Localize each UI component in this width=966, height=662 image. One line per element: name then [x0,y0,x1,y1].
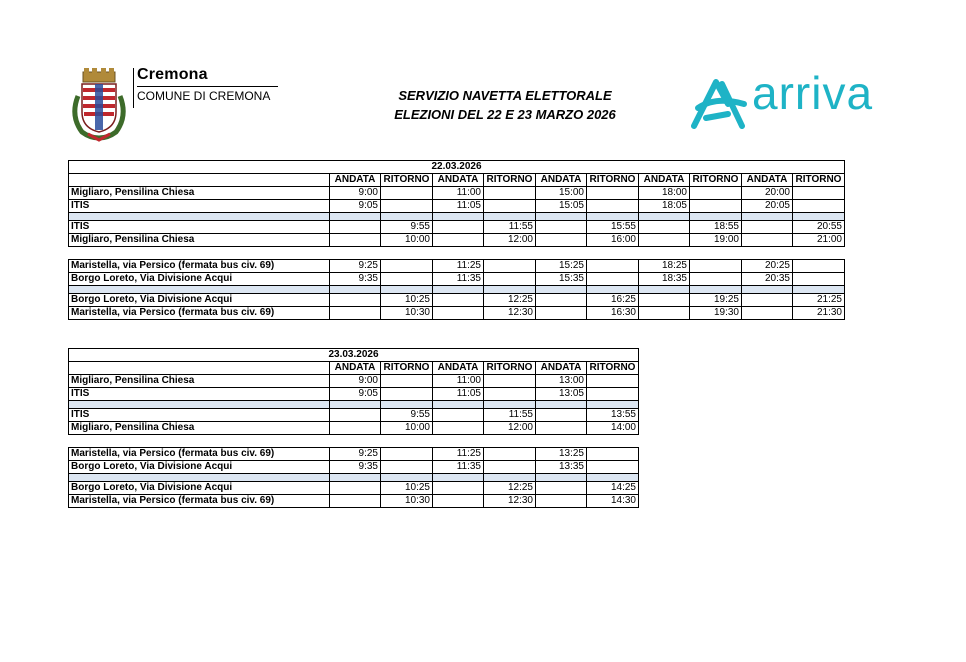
separator-cell [639,286,690,294]
time-cell: 9:55 [381,221,433,234]
time-cell: 20:00 [742,187,793,200]
time-cell: 12:00 [484,422,536,435]
separator-cell [69,286,330,294]
time-cell [484,273,536,286]
separator-cell [330,213,381,221]
separator-cell [536,213,587,221]
table-row [69,461,639,474]
time-cell: 12:00 [484,234,536,247]
time-cell: 10:00 [381,422,433,435]
separator-cell [793,286,845,294]
separator-cell [433,474,484,482]
time-cell [433,307,484,320]
time-cell [793,260,845,273]
group-gap [69,435,639,448]
table-row [69,495,639,508]
time-cell [639,294,690,307]
brand-underline [137,86,278,87]
schedule-table [68,160,845,320]
time-cell [330,294,381,307]
time-cell [536,307,587,320]
stop-name: ITIS [69,200,330,213]
time-cell [433,409,484,422]
time-cell [433,495,484,508]
time-cell: 9:35 [330,461,381,474]
time-cell [793,187,845,200]
table-row [69,307,845,320]
time-cell: 15:00 [536,187,587,200]
date-header-row [69,349,639,362]
time-cell: 21:25 [793,294,845,307]
time-cell: 18:35 [639,273,690,286]
time-cell [587,375,639,388]
time-cell: 13:25 [536,448,587,461]
time-cell [330,409,381,422]
column-header-blank [69,174,330,187]
table-row [69,187,845,200]
time-cell [587,461,639,474]
time-cell [536,495,587,508]
time-cell [381,187,433,200]
time-cell: 11:55 [484,409,536,422]
brand-subtitle: COMUNE DI CREMONA [137,89,271,103]
time-cell: 9:00 [330,187,381,200]
time-cell: 19:25 [690,294,742,307]
separator-row [69,213,845,221]
time-cell [690,200,742,213]
time-cell [536,482,587,495]
separator-cell [536,401,587,409]
separator-cell [381,286,433,294]
time-cell [690,273,742,286]
brand-name: Cremona [137,66,208,83]
time-cell [330,482,381,495]
column-header-ritorno: RITORNO [587,362,639,375]
time-cell: 11:25 [433,260,484,273]
time-cell: 9:05 [330,200,381,213]
date-header-row [69,161,845,174]
time-cell [742,221,793,234]
table-row [69,234,845,247]
separator-cell [742,286,793,294]
time-cell: 9:55 [381,409,433,422]
time-cell: 10:30 [381,495,433,508]
separator-cell [639,213,690,221]
time-cell: 12:25 [484,294,536,307]
time-cell: 18:05 [639,200,690,213]
time-cell: 11:00 [433,187,484,200]
time-cell [381,448,433,461]
column-header-andata: ANDATA [639,174,690,187]
separator-cell [69,401,330,409]
date-header: 23.03.2026 [69,349,639,362]
column-header-row [69,362,639,375]
time-cell [381,200,433,213]
separator-cell [433,286,484,294]
stop-name: Migliaro, Pensilina Chiesa [69,422,330,435]
time-cell: 21:00 [793,234,845,247]
time-cell: 15:05 [536,200,587,213]
table-row [69,260,845,273]
column-header-ritorno: RITORNO [484,362,536,375]
time-cell: 20:05 [742,200,793,213]
time-cell [484,187,536,200]
date-header: 22.03.2026 [69,161,845,174]
column-header-ritorno: RITORNO [793,174,845,187]
brand-divider [133,68,134,108]
time-cell [484,260,536,273]
time-cell: 16:00 [587,234,639,247]
time-cell [330,495,381,508]
table-row [69,448,639,461]
time-cell [381,375,433,388]
separator-cell [69,213,330,221]
separator-cell [484,474,536,482]
time-cell: 10:00 [381,234,433,247]
time-cell: 19:00 [690,234,742,247]
schedule-22-03 [68,160,845,320]
column-header-row [69,174,845,187]
time-cell: 11:00 [433,375,484,388]
time-cell: 18:55 [690,221,742,234]
table-row [69,409,639,422]
time-cell: 15:55 [587,221,639,234]
stop-name: Maristella, via Persico (fermata bus civ. 69) [69,307,330,320]
separator-cell [587,401,639,409]
time-cell: 15:25 [536,260,587,273]
table-row [69,388,639,401]
time-cell [587,388,639,401]
separator-cell [536,286,587,294]
table-row [69,221,845,234]
time-cell [433,294,484,307]
stop-name: Borgo Loreto, Via Divisione Acqui [69,273,330,286]
time-cell [433,482,484,495]
stop-name: Maristella, via Persico (fermata bus civ. 69) [69,495,330,508]
stop-name: Migliaro, Pensilina Chiesa [69,375,330,388]
separator-cell [690,213,742,221]
time-cell [587,200,639,213]
time-cell: 14:00 [587,422,639,435]
separator-cell [330,286,381,294]
time-cell: 10:25 [381,294,433,307]
column-header-ritorno: RITORNO [690,174,742,187]
stop-name: Borgo Loreto, Via Divisione Acqui [69,482,330,495]
time-cell [536,221,587,234]
time-cell [639,221,690,234]
time-cell: 9:25 [330,448,381,461]
time-cell [330,234,381,247]
column-header-ritorno: RITORNO [587,174,639,187]
table-row [69,294,845,307]
separator-cell [587,474,639,482]
column-header-andata: ANDATA [536,174,587,187]
separator-cell [433,213,484,221]
time-cell: 14:25 [587,482,639,495]
separator-cell [381,213,433,221]
time-cell: 21:30 [793,307,845,320]
time-cell: 15:35 [536,273,587,286]
time-cell [484,200,536,213]
stop-name: ITIS [69,221,330,234]
time-cell: 13:35 [536,461,587,474]
title-line-2: ELEZIONI DEL 22 E 23 MARZO 2026 [394,107,616,122]
column-header-ritorno: RITORNO [381,174,433,187]
time-cell [484,388,536,401]
column-header-ritorno: RITORNO [381,362,433,375]
time-cell [639,234,690,247]
stop-name: Borgo Loreto, Via Divisione Acqui [69,461,330,474]
title-line-1: SERVIZIO NAVETTA ELETTORALE [398,88,612,103]
time-cell: 18:00 [639,187,690,200]
column-header-blank [69,362,330,375]
time-cell: 9:25 [330,260,381,273]
separator-cell [484,401,536,409]
time-cell: 11:55 [484,221,536,234]
time-cell [381,461,433,474]
table-row [69,375,639,388]
separator-cell [381,401,433,409]
separator-cell [742,213,793,221]
separator-cell [330,474,381,482]
time-cell [330,422,381,435]
table-row [69,273,845,286]
time-cell: 18:25 [639,260,690,273]
separator-cell [484,213,536,221]
time-cell: 12:30 [484,495,536,508]
time-cell: 11:25 [433,448,484,461]
arriva-wordmark: arriva [752,67,874,119]
separator-cell [587,286,639,294]
table-row [69,482,639,495]
time-cell [484,375,536,388]
time-cell: 16:25 [587,294,639,307]
stop-name: ITIS [69,409,330,422]
time-cell [536,422,587,435]
time-cell [330,307,381,320]
stop-name: Migliaro, Pensilina Chiesa [69,187,330,200]
column-header-andata: ANDATA [330,362,381,375]
separator-cell [587,213,639,221]
table-row [69,200,845,213]
stop-name: Maristella, via Persico (fermata bus civ. 69) [69,260,330,273]
time-cell [381,260,433,273]
separator-cell [690,286,742,294]
time-cell [742,234,793,247]
stop-name: Borgo Loreto, Via Divisione Acqui [69,294,330,307]
gap-cell [69,435,639,448]
time-cell [536,294,587,307]
time-cell: 16:30 [587,307,639,320]
time-cell [536,409,587,422]
separator-cell [536,474,587,482]
time-cell [433,221,484,234]
time-cell: 9:00 [330,375,381,388]
time-cell: 13:05 [536,388,587,401]
time-cell [793,273,845,286]
separator-cell [484,286,536,294]
separator-cell [433,401,484,409]
time-cell [587,260,639,273]
stop-name: ITIS [69,388,330,401]
stop-name: Migliaro, Pensilina Chiesa [69,234,330,247]
time-cell: 12:30 [484,307,536,320]
schedule-table [68,348,639,508]
time-cell [484,448,536,461]
time-cell [536,234,587,247]
time-cell [433,422,484,435]
time-cell [433,234,484,247]
time-cell: 19:30 [690,307,742,320]
time-cell: 14:30 [587,495,639,508]
time-cell [690,260,742,273]
time-cell [587,448,639,461]
column-header-andata: ANDATA [536,362,587,375]
time-cell [742,294,793,307]
separator-row [69,401,639,409]
cremona-crest-icon [68,66,130,142]
column-header-andata: ANDATA [330,174,381,187]
separator-cell [330,401,381,409]
time-cell [690,187,742,200]
group-gap [69,247,845,260]
separator-cell [381,474,433,482]
time-cell: 11:05 [433,388,484,401]
time-cell [587,187,639,200]
separator-row [69,474,639,482]
time-cell: 10:25 [381,482,433,495]
document-title [370,86,640,124]
table-row [69,422,639,435]
separator-cell [69,474,330,482]
arriva-logo-icon [688,74,750,130]
time-cell: 13:00 [536,375,587,388]
time-cell: 10:30 [381,307,433,320]
time-cell: 11:35 [433,461,484,474]
time-cell [742,307,793,320]
time-cell: 11:35 [433,273,484,286]
column-header-andata: ANDATA [433,362,484,375]
time-cell: 12:25 [484,482,536,495]
time-cell [587,273,639,286]
time-cell: 9:35 [330,273,381,286]
column-header-andata: ANDATA [433,174,484,187]
time-cell [793,200,845,213]
time-cell [381,273,433,286]
time-cell [330,221,381,234]
time-cell [381,388,433,401]
schedule-23-03 [68,348,639,508]
time-cell: 20:55 [793,221,845,234]
time-cell: 20:25 [742,260,793,273]
time-cell: 11:05 [433,200,484,213]
column-header-andata: ANDATA [742,174,793,187]
gap-cell [69,247,845,260]
time-cell: 13:55 [587,409,639,422]
column-header-ritorno: RITORNO [484,174,536,187]
time-cell: 20:35 [742,273,793,286]
time-cell [484,461,536,474]
time-cell [639,307,690,320]
stop-name: Maristella, via Persico (fermata bus civ. 69) [69,448,330,461]
separator-row [69,286,845,294]
separator-cell [793,213,845,221]
time-cell: 9:05 [330,388,381,401]
